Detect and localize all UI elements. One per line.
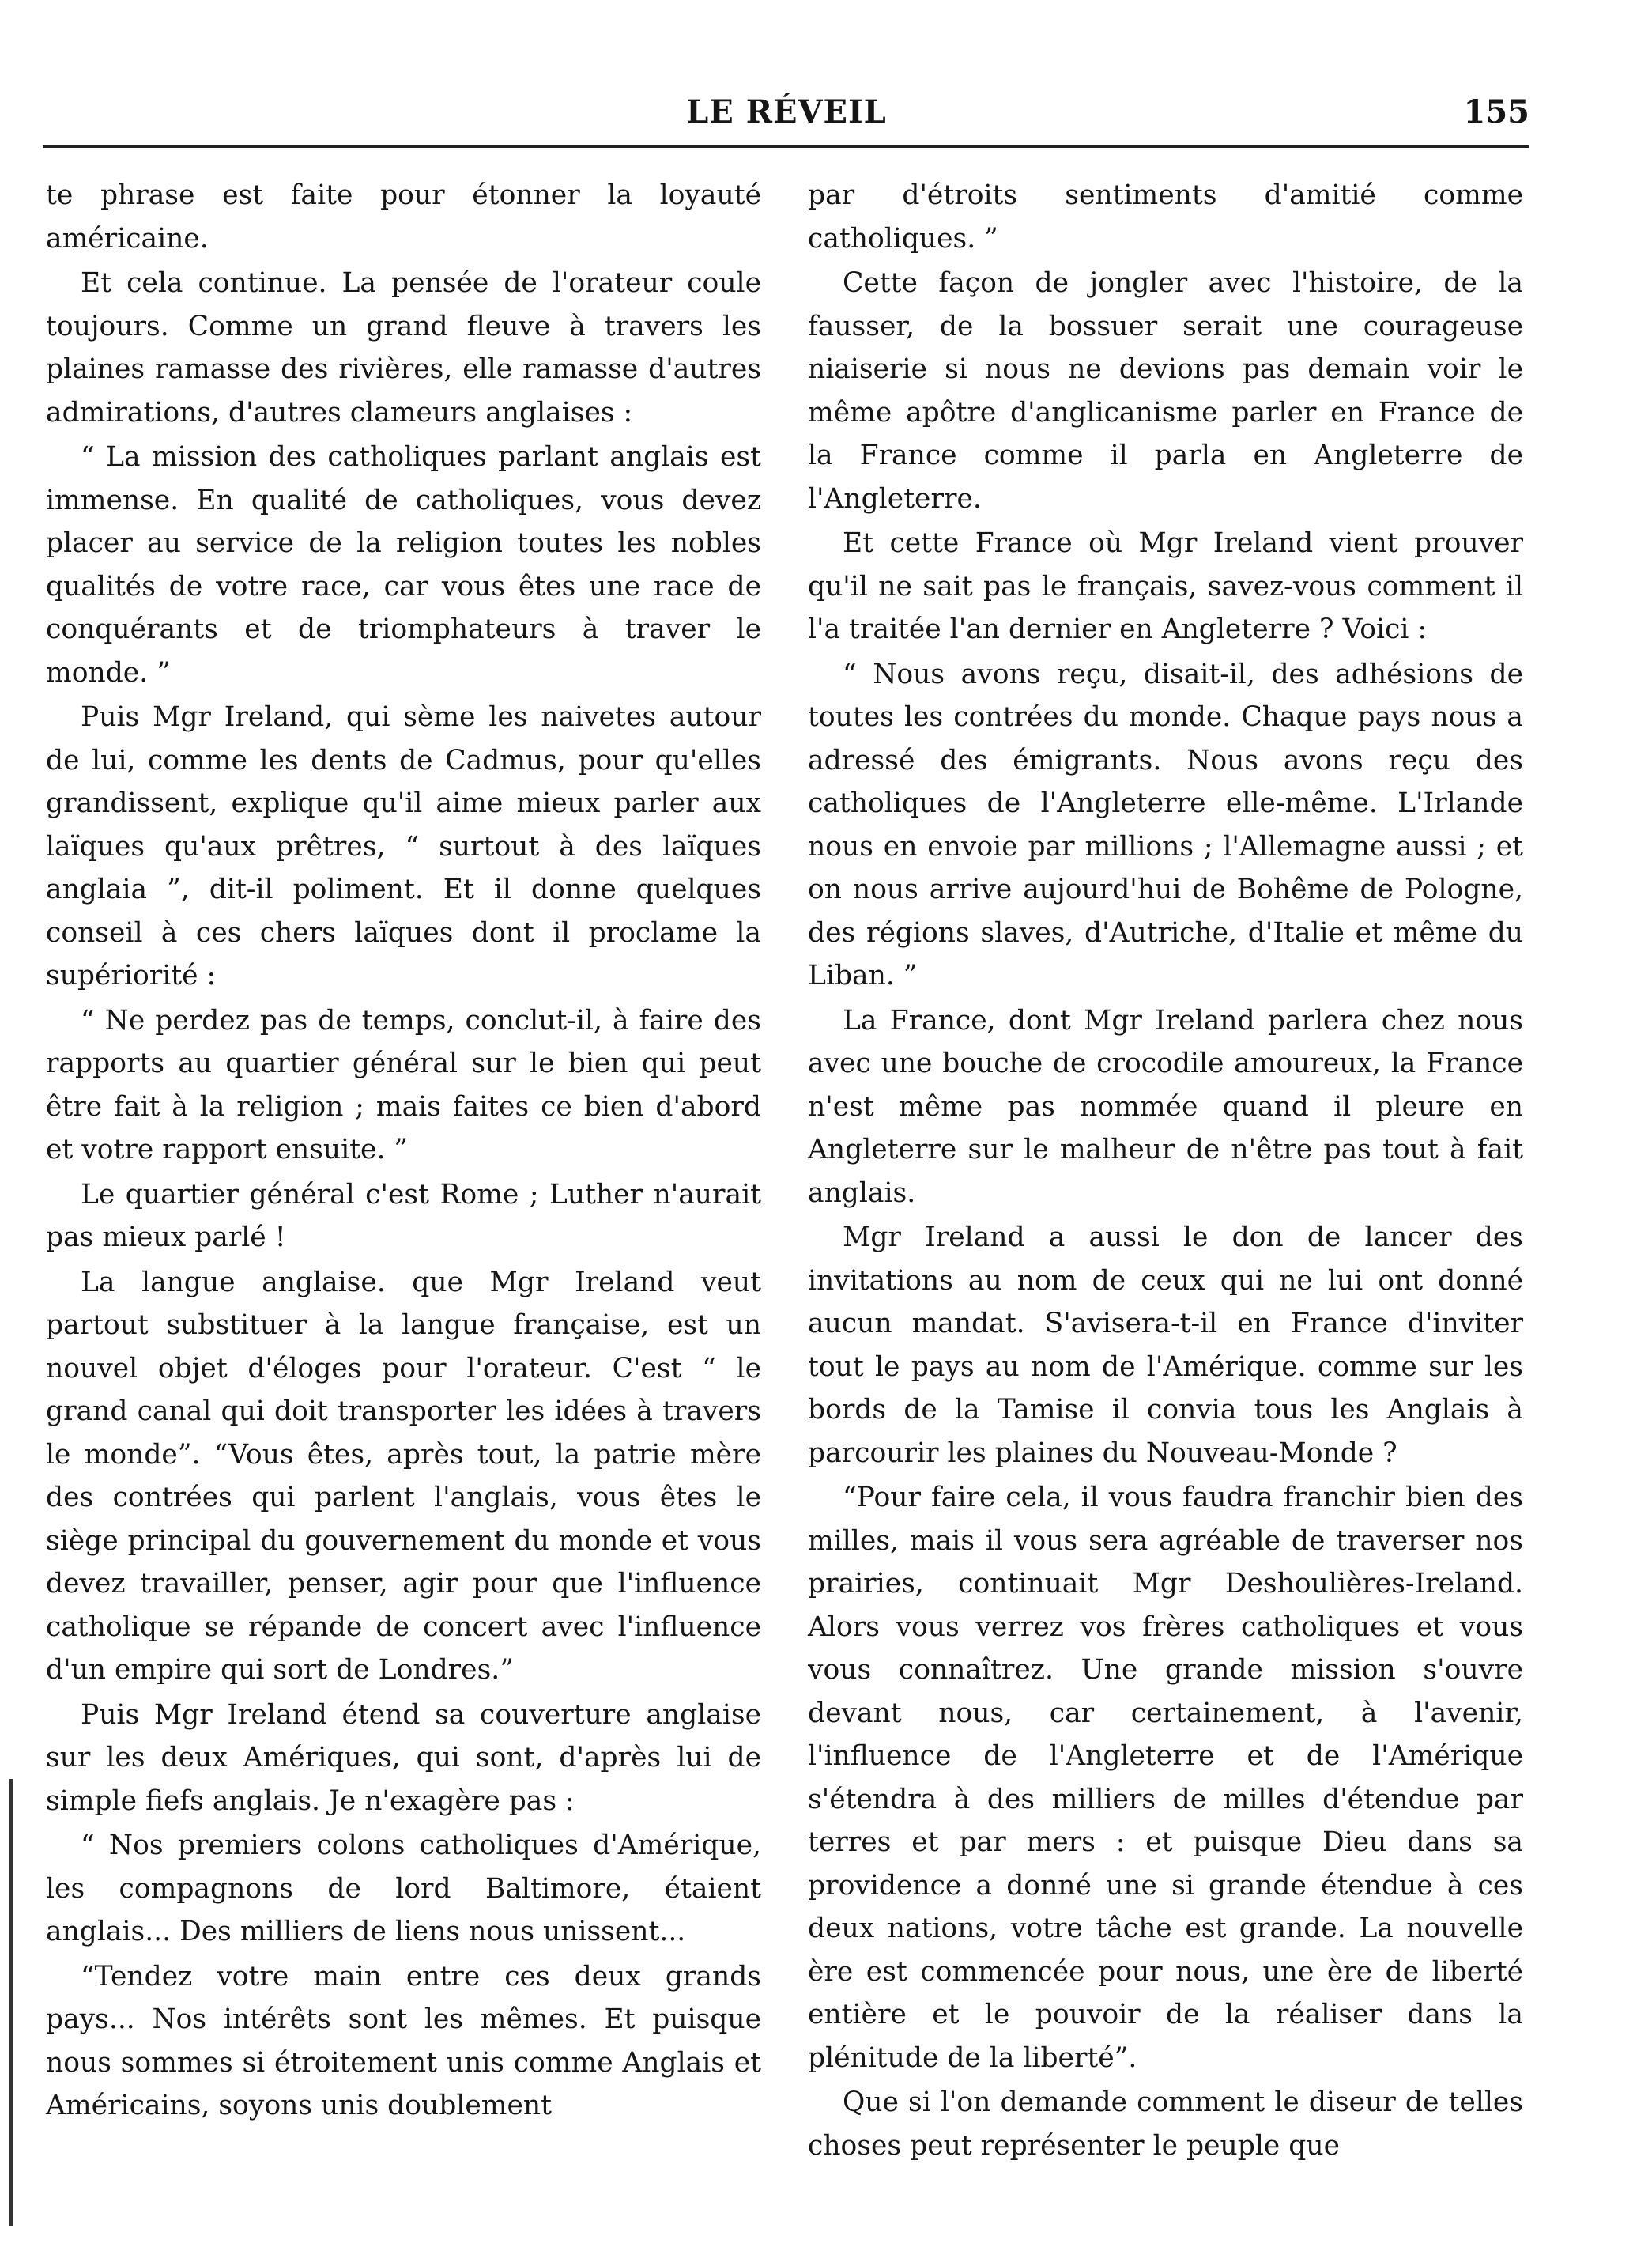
paragraph: “Tendez votre main entre ces deux grands pays... Nos intérêts sont les mêmes. Et puisque nous sommes si étroitement unis comme Anglais et Américains, soyons unis doublement: [46, 1960, 761, 2121]
paragraph: La langue anglaise. que Mgr Ireland veut partout substituer à la langue française, est un nouvel objet d'éloges pour l'orateur. C'est “ le grand canal qui doit transporter les idées à travers le monde”. “Vous êtes, après tout, la patrie mère des contrées qui parlent l'anglais, vous êtes le siège principal du gouvernement du monde et vous devez travailler, penser, agir pour que l'influence catholique se répande de concert avec l'influence d'un empire qui sort de Londres.”: [46, 1266, 761, 1686]
binding-edge-mark: [9, 1779, 13, 2226]
paragraph: Le quartier général c'est Rome ; Luther n'aurait pas mieux parlé !: [46, 1178, 761, 1253]
page-number: 155: [1463, 93, 1529, 130]
page-header: [43, 93, 1529, 141]
paragraph: te phrase est faite pour étonner la loyauté américaine.: [46, 179, 761, 255]
running-title: LE RÉVEIL: [686, 93, 887, 130]
paragraph: “Pour faire cela, il vous faudra franchir bien des milles, mais il vous sera agréable de traverser nos prairies, continuait Mgr Deshoulières-Ireland. Alors vous verrez vos frères catholiques et vous vous connaîtrez. Une grande mission s'ouvre devant nous, car certainement, à l'avenir, l'influence de l'Angleterre et de l'Amérique s'étendra à des milliers de milles d'étendue par terres et par mers : et puisque Dieu dans sa providence a donné une si grande étendue à ces deux nations, votre tâche est grande. La nouvelle ère est commencée pour nous, une ère de liberté entière et le pouvoir de la réaliser dans la plénitude de la liberté”.: [808, 1482, 1523, 2074]
paragraph: Et cela continue. La pensée de l'orateur coule toujours. Comme un grand fleuve à travers les plaines ramasse des rivières, elle ramasse d'autres admirations, d'autres clameurs anglaises :: [46, 267, 761, 429]
paragraph: Mgr Ireland a aussi le don de lancer des invitations au nom de ceux qui ne lui ont donné aucun mandat. S'avisera-t-il en France d'inviter tout le pays au nom de l'Amérique. comme sur les bords de la Tamise il convia tous les Anglais à parcourir les plaines du Nouveau-Monde ?: [808, 1222, 1523, 1469]
paragraph: par d'étroits sentiments d'amitié comme catholiques. ”: [808, 179, 1523, 255]
header-rule: [43, 145, 1529, 148]
paragraph: “ La mission des catholiques parlant anglais est immense. En qualité de catholiques, vous devez placer au service de la religion toutes les nobles qualités de votre race, car vous êtes une race de conquérants et de triomphateurs à traver le monde. ”: [46, 441, 761, 689]
paragraph: Que si l'on demande comment le diseur de telles choses peut représenter le peuple que: [808, 2087, 1523, 2162]
paragraph: “ Nos premiers colons catholiques d'Amérique, les compagnons de lord Baltimore, étaient anglais... Des milliers de liens nous unissent...: [46, 1830, 761, 1947]
paragraph: Cette façon de jongler avec l'histoire, de la fausser, de la bossuer serait une courageuse niaiserie si nous ne devions pas demain voir le même apôtre d'anglicanisme parler en France de la France comme il parla en Angleterre de l'Angleterre.: [808, 267, 1523, 515]
paragraph: “ Nous avons reçu, disait-il, des adhésions de toutes les contrées du monde. Chaque pays nous a adressé des émigrants. Nous avons reçu des catholiques de l'Angleterre elle-même. L'Irlande nous en envoie par millions ; l'Allemagne aussi ; et on nous arrive aujourd'hui de Bohême de Pologne, des régions slaves, d'Autriche, d'Italie et même du Liban. ”: [808, 658, 1523, 991]
paragraph: “ Ne perdez pas de temps, conclut-il, à faire des rapports au quartier général sur le bien qui peut être fait à la religion ; mais faites ce bien d'abord et votre rapport ensuite. ”: [46, 1004, 761, 1165]
paragraph: La France, dont Mgr Ireland parlera chez nous avec une bouche de crocodile amoureux, la France n'est même pas nommée quand il pleure en Angleterre sur le malheur de n'être pas tout à fait anglais.: [808, 1004, 1523, 1209]
paragraph: Puis Mgr Ireland, qui sème les naivetes autour de lui, comme les dents de Cadmus, pour qu'elles grandissent, explique qu'il aime mieux parler aux laïques qu'aux prêtres, “ surtout à des laïques anglaia ”, dit-il poliment. Et il donne quelques conseil à ces chers laïques dont il proclame la supériorité :: [46, 701, 761, 991]
right-column: [808, 174, 1523, 2169]
paragraph: Et cette France où Mgr Ireland vient prouver qu'il ne sait pas le français, savez-vous comment il l'a traitée l'an dernier en Angleterre ? Voici :: [808, 527, 1523, 645]
left-column: [46, 174, 761, 2129]
paragraph: Puis Mgr Ireland étend sa couverture anglaise sur les deux Amériques, qui sont, d'après lui de simple fiefs anglais. Je n'exagère pas :: [46, 1698, 761, 1817]
